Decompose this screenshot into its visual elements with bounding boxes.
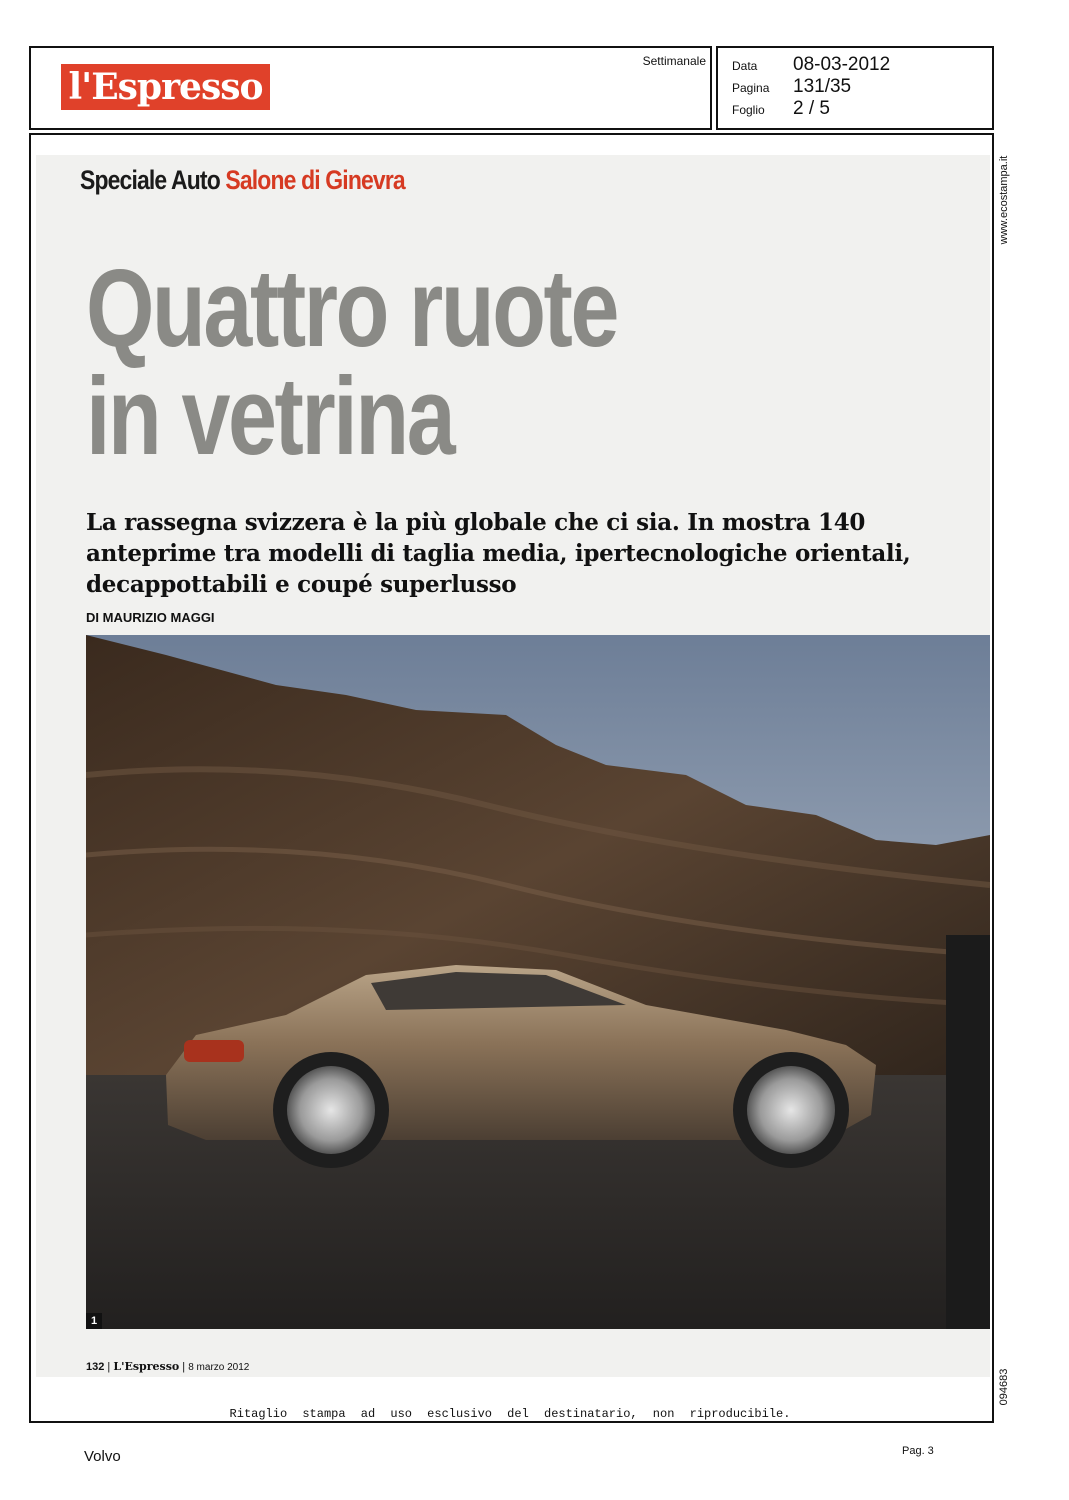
side-code-label: 094683	[998, 1368, 1010, 1406]
espresso-logo: l'Espresso	[61, 64, 270, 110]
article-clipping	[36, 155, 990, 1377]
byline: DI MAURIZIO MAGGI	[86, 610, 215, 625]
meta-value: 2 / 5	[793, 98, 830, 119]
car-photo-illustration	[86, 635, 990, 1329]
meta-key: Foglio	[732, 103, 765, 117]
car-photo	[86, 635, 990, 1329]
disclaimer: Ritaglio stampa ad uso esclusivo del destinatario, non riproducibile.	[229, 1407, 791, 1421]
header-meta-box	[716, 46, 994, 130]
meta-row-page	[732, 76, 851, 98]
meta-value: 131/35	[793, 76, 852, 97]
meta-row-sheet	[732, 98, 830, 120]
client-name: Volvo	[84, 1448, 121, 1465]
kicker	[80, 165, 405, 196]
kicker-section: Speciale Auto	[80, 165, 220, 195]
side-url-label: www.ecostampa.it	[998, 155, 1010, 245]
meta-key: Data	[732, 59, 758, 73]
meta-row-date	[732, 54, 890, 76]
meta-value: 08-03-2012	[793, 54, 891, 75]
photo-number-badge: 1	[86, 1313, 102, 1329]
meta-key: Pagina	[732, 81, 770, 95]
page-number: Pag. 3	[902, 1445, 934, 1457]
headline-line-1: Quattro ruote	[86, 247, 618, 370]
folio-magazine: L'Espresso	[113, 1360, 180, 1373]
header-masthead-box	[29, 46, 712, 130]
frequency-label: Settimanale	[642, 54, 706, 68]
headline-line-2: in vetrina	[86, 355, 454, 478]
headline	[86, 247, 618, 478]
standfirst: La rassegna svizzera è la più globale che ci sia. In mostra 140 anteprime tra modelli di taglia media, ipertecnologiche orientali, decappottabili e coupé superlusso	[86, 509, 911, 598]
page-folio: 132 | L'Espresso | 8 marzo 2012	[86, 1360, 250, 1373]
folio-date: 8 marzo 2012	[188, 1362, 250, 1373]
kicker-topic: Salone di Ginevra	[225, 165, 405, 195]
folio-page: 132	[86, 1361, 105, 1373]
